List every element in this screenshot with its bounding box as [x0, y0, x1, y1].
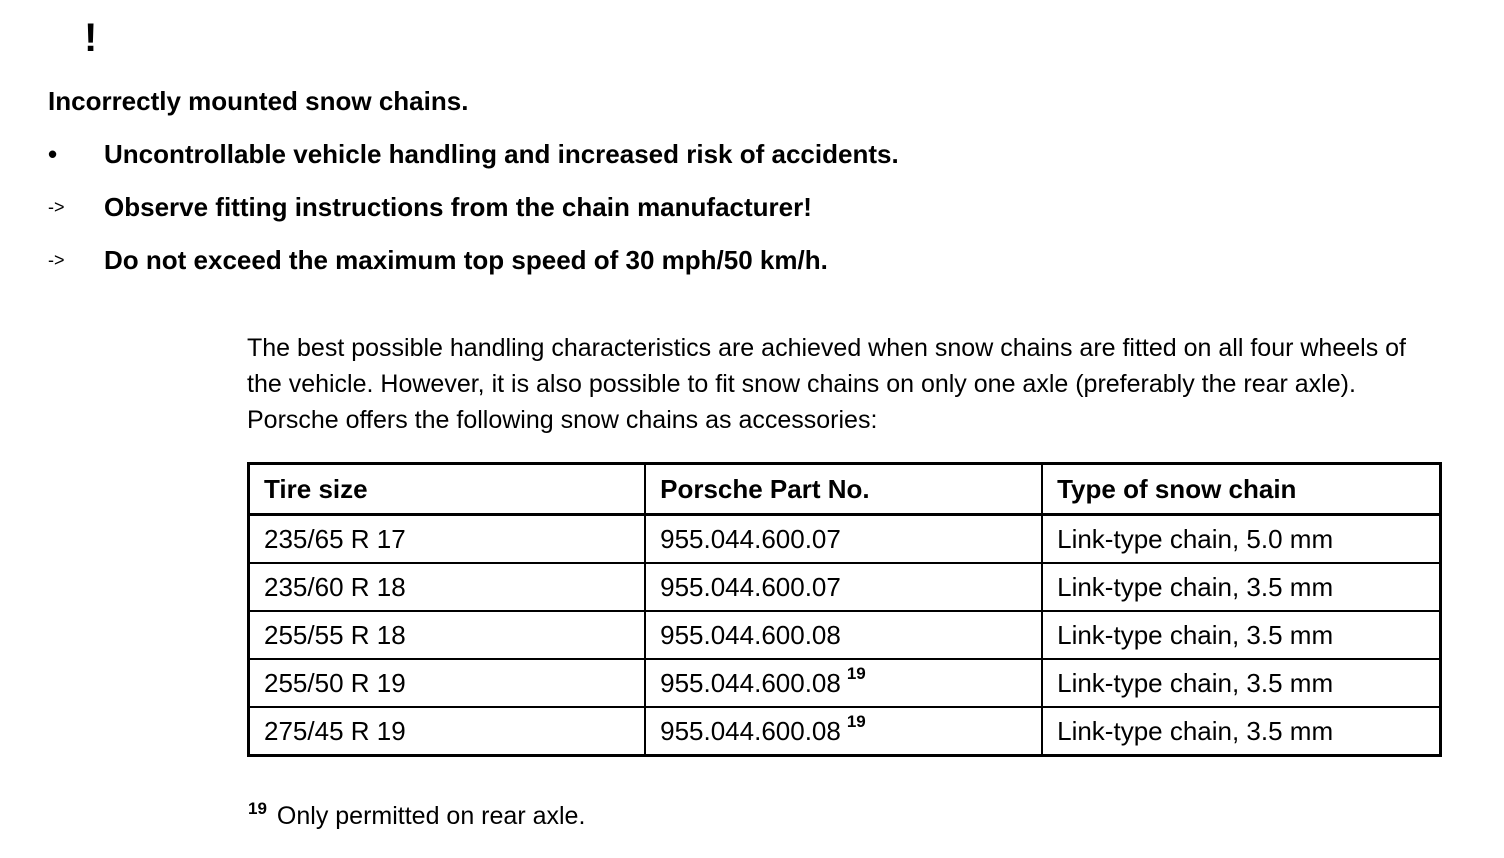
warning-heading: Incorrectly mounted snow chains.: [48, 86, 469, 116]
cell-chain-type: Link-type chain, 5.0 mm: [1042, 515, 1440, 564]
warning-line-consequence: [48, 139, 899, 170]
footnote: [248, 799, 586, 831]
header-tire-size: Tire size: [249, 464, 646, 515]
table-row: [249, 659, 1441, 707]
header-chain-type: Type of snow chain: [1042, 464, 1440, 515]
paragraph-line: Porsche offers the following snow chains as accessories:: [247, 406, 878, 434]
cell-chain-type: Link-type chain, 3.5 mm: [1042, 563, 1440, 611]
cell-part-no: [645, 707, 1042, 756]
warning-line-text: Do not exceed the maximum top speed of 30 mph/50 km/h.: [104, 245, 828, 275]
cell-tire-size: 255/55 R 18: [249, 611, 646, 659]
warning-icon: !: [84, 16, 98, 60]
arrow-marker: ->: [48, 197, 65, 217]
footnote-mark: 19: [248, 799, 267, 818]
table-row: [249, 707, 1441, 756]
cell-part-no: [645, 563, 1042, 611]
header-part-no: Porsche Part No.: [645, 464, 1042, 515]
warning-line-instruction: [48, 192, 812, 223]
table-row: [249, 563, 1441, 611]
part-number: 955.044.600.08: [660, 715, 841, 746]
cell-tire-size: 255/50 R 19: [249, 659, 646, 707]
paragraph-line: The best possible handling characteristics are achieved when snow chains are fitted on all four wheels of: [247, 334, 1406, 362]
body-paragraph: [247, 330, 1447, 438]
part-number: 955.044.600.08: [660, 619, 841, 650]
footnote-reference: 19: [846, 663, 866, 683]
cell-chain-type: Link-type chain, 3.5 mm: [1042, 611, 1440, 659]
footnote-text: Only permitted on rear axle.: [276, 802, 586, 830]
part-number: 955.044.600.08: [660, 667, 841, 698]
bullet-marker: •: [48, 139, 58, 169]
warning-line-text: Observe fitting instructions from the chain manufacturer!: [104, 192, 812, 222]
cell-part-no: [645, 515, 1042, 564]
table-header-row: [249, 464, 1441, 515]
cell-tire-size: 235/60 R 18: [249, 563, 646, 611]
warning-line-text: Uncontrollable vehicle handling and increased risk of accidents.: [104, 139, 899, 169]
table-row: [249, 611, 1441, 659]
table-row: [249, 515, 1441, 564]
arrow-marker: ->: [48, 250, 65, 270]
part-number: 955.044.600.07: [660, 523, 841, 554]
cell-tire-size: 275/45 R 19: [249, 707, 646, 756]
paragraph-line: the vehicle. However, it is also possible to fit snow chains on only one axle (preferably the rear axle).: [247, 370, 1356, 398]
cell-part-no: [645, 611, 1042, 659]
cell-chain-type: Link-type chain, 3.5 mm: [1042, 707, 1440, 756]
cell-tire-size: 235/65 R 17: [249, 515, 646, 564]
warning-line-speed: [48, 245, 828, 276]
cell-part-no: [645, 659, 1042, 707]
part-number: 955.044.600.07: [660, 571, 841, 602]
snow-chain-table: [247, 462, 1442, 757]
footnote-reference: 19: [846, 711, 866, 731]
cell-chain-type: Link-type chain, 3.5 mm: [1042, 659, 1440, 707]
